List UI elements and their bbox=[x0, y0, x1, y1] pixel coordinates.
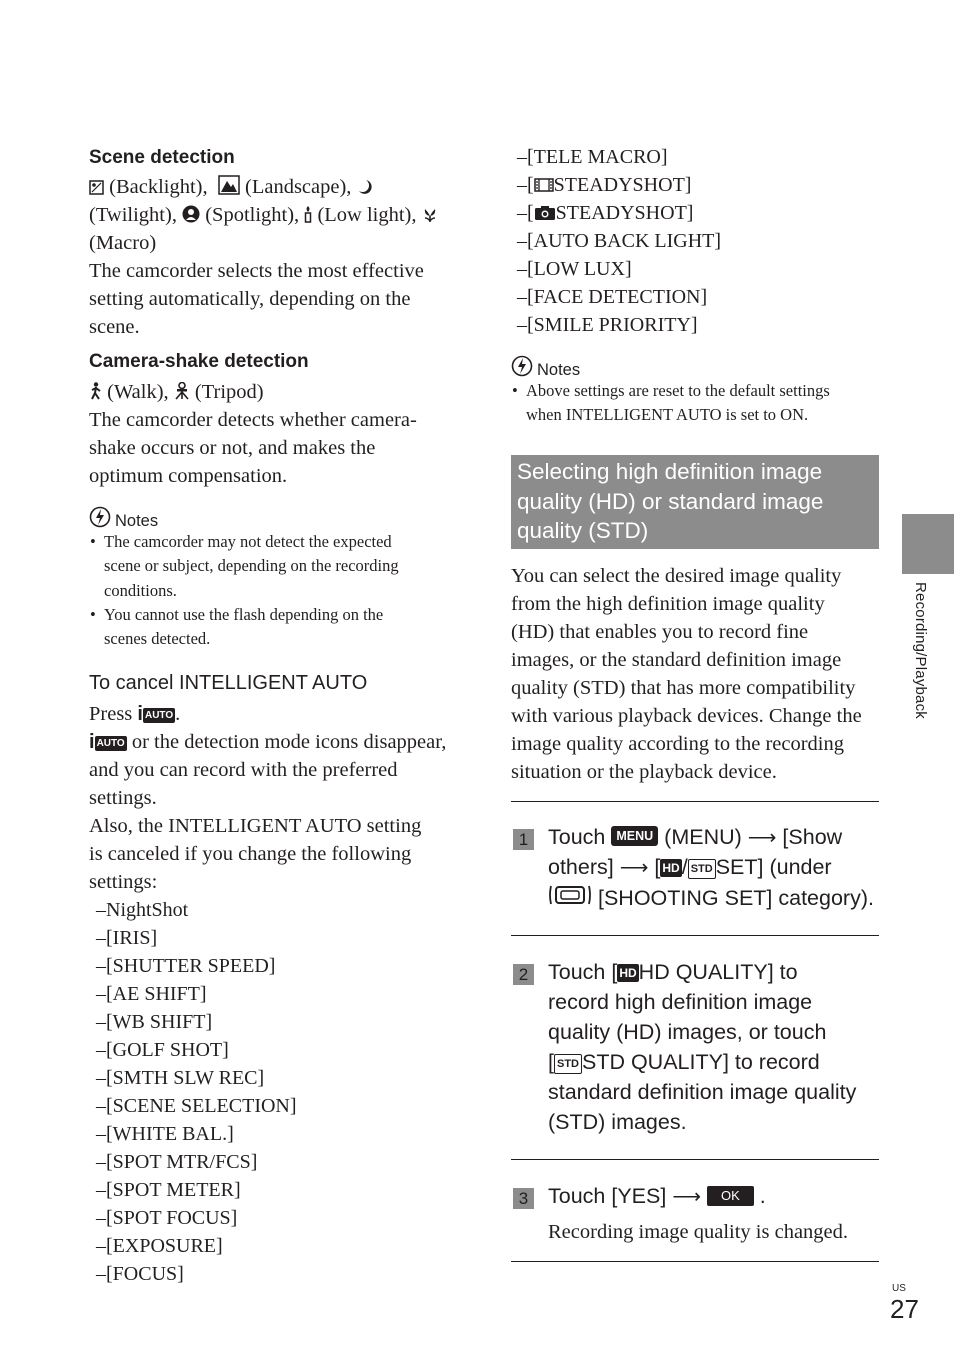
note-1-line-2: scene or subject, depending on the recording bbox=[104, 556, 399, 575]
setting-item: –[SPOT METER] bbox=[96, 1179, 241, 1201]
low-light-label: (Low light), bbox=[317, 204, 417, 226]
scene-detection-heading: Scene detection bbox=[89, 147, 235, 168]
step-1-line-3: [SHOOTING SET] category). bbox=[548, 882, 874, 913]
setting-item: –[SCENE SELECTION] bbox=[96, 1095, 297, 1117]
setting-item: –[GOLF SHOT] bbox=[96, 1039, 229, 1061]
setting-item: –[AE SHIFT] bbox=[96, 983, 207, 1005]
auto-icon-text: AUTO bbox=[144, 710, 174, 721]
notes-label-right: Notes bbox=[537, 361, 581, 379]
macro-icon bbox=[422, 207, 438, 223]
cancel-line-1 bbox=[89, 728, 446, 756]
divider bbox=[511, 935, 879, 936]
note-right-line-2: when INTELLIGENT AUTO is set to ON. bbox=[526, 405, 809, 424]
setting-item: –[SMTH SLW REC] bbox=[96, 1067, 265, 1089]
camera-shake-heading: Camera-shake detection bbox=[89, 351, 309, 372]
shake-desc-3: optimum compensation. bbox=[89, 465, 288, 487]
intro-5: quality (STD) that has more compatibility bbox=[511, 677, 856, 699]
intelligent-auto-icon-2: i AUTO bbox=[89, 731, 125, 753]
std-icon: STD bbox=[688, 859, 716, 879]
cancel-desc-3: Also, the INTELLIGENT AUTO setting bbox=[89, 815, 422, 837]
divider bbox=[511, 801, 879, 802]
landscape-label: (Landscape), bbox=[245, 176, 352, 198]
setting-item: –[WHITE BAL.] bbox=[96, 1123, 234, 1145]
setting-item: –[SPOT FOCUS] bbox=[96, 1207, 238, 1229]
notes-icon bbox=[511, 355, 533, 377]
twilight-icon bbox=[357, 179, 373, 195]
bullet-right: • bbox=[512, 381, 518, 400]
walk-icon bbox=[89, 382, 102, 400]
setting-item: –NightShot bbox=[96, 899, 189, 921]
twilight-label: (Twilight), bbox=[89, 204, 177, 226]
setting-item: –[SMILE PRIORITY] bbox=[517, 314, 698, 336]
step-2-line-1: Touch [ HDHD QUALITY] to bbox=[548, 960, 798, 984]
bullet-1: • bbox=[90, 532, 96, 551]
step-2-line-2: record high definition image bbox=[548, 990, 813, 1014]
hd-icon: HD bbox=[662, 861, 680, 875]
scene-desc-3: scene. bbox=[89, 316, 140, 338]
setting-item-steadyshot-movie: –[ STEADYSHOT] bbox=[517, 174, 692, 196]
shake-icons-line bbox=[89, 378, 264, 406]
press-end: . bbox=[175, 703, 181, 725]
spotlight-label: (Spotlight), bbox=[205, 204, 300, 226]
setting-item: –[WB SHIFT] bbox=[96, 1011, 213, 1033]
note-2-line-2: scenes detected. bbox=[104, 629, 211, 648]
step-2-line-5: standard definition image quality bbox=[548, 1080, 857, 1104]
note-right-line-1: Above settings are reset to the default settings bbox=[526, 381, 830, 400]
intro-6: with various playback devices. Change the bbox=[511, 705, 862, 727]
ok-button[interactable]: OK bbox=[707, 1186, 754, 1206]
cancel-desc-5: settings: bbox=[89, 871, 158, 893]
intro-4: images, or the standard definition image bbox=[511, 649, 842, 671]
setting-item-steadyshot-photo: –[ STEADYSHOT] bbox=[517, 202, 694, 224]
step-1-line-2: others] ⟶ [ HD/ STD SET] (under bbox=[548, 855, 832, 879]
setting-item: –[FACE DETECTION] bbox=[517, 286, 708, 308]
divider bbox=[511, 1159, 879, 1160]
step-2-number: 2 bbox=[513, 964, 534, 985]
landscape-icon bbox=[218, 175, 240, 195]
notes-icon bbox=[89, 506, 111, 528]
intro-8: situation or the playback device. bbox=[511, 761, 777, 783]
section-title-bar bbox=[511, 455, 879, 549]
scene-desc-1: The camcorder selects the most effective bbox=[89, 260, 424, 282]
setting-item: –[TELE MACRO] bbox=[517, 146, 668, 168]
backlight-label: (Backlight), bbox=[109, 176, 208, 198]
bullet-2: • bbox=[90, 605, 96, 624]
step-1-line-1: Touch MENU (MENU) ⟶ [Show bbox=[548, 825, 843, 849]
menu-button[interactable]: MENU bbox=[611, 826, 658, 846]
step-2-line-4: [ STD STD QUALITY] to record bbox=[548, 1050, 820, 1074]
setting-item: –[SPOT MTR/FCS] bbox=[96, 1151, 258, 1173]
setting-item: –[AUTO BACK LIGHT] bbox=[517, 230, 722, 252]
camera-icon bbox=[534, 205, 556, 221]
scene-icons-line-1 bbox=[89, 173, 469, 201]
note-1-line-3: conditions. bbox=[104, 581, 177, 600]
tripod-label: (Tripod) bbox=[194, 381, 264, 403]
movie-icon bbox=[534, 177, 554, 193]
setting-item: –[FOCUS] bbox=[96, 1263, 184, 1285]
note-1-line-1: The camcorder may not detect the expected bbox=[104, 532, 392, 551]
intro-1: You can select the desired image quality bbox=[511, 565, 842, 587]
auto-icon-text-2: AUTO bbox=[96, 738, 125, 749]
intro-3: (HD) that enables you to record fine bbox=[511, 621, 809, 643]
section-title: Selecting high definition image quality (HD) or standard image quality (STD) bbox=[517, 459, 824, 543]
setting-item: –[IRIS] bbox=[96, 927, 158, 949]
arrow-icon: ⟶ bbox=[672, 1186, 701, 1208]
side-tab bbox=[902, 514, 954, 574]
intelligent-auto-icon: i AUTO bbox=[137, 703, 174, 725]
cancel-desc-1: and you can record with the preferred bbox=[89, 759, 398, 781]
macro-line: (Macro) bbox=[89, 232, 157, 254]
setting-item: –[EXPOSURE] bbox=[96, 1235, 223, 1257]
spotlight-icon bbox=[182, 205, 200, 223]
page-number: 27 bbox=[890, 1294, 919, 1324]
notes-label-left: Notes bbox=[115, 512, 159, 530]
step-3-line-1: Touch [YES] ⟶ OK . bbox=[548, 1184, 766, 1208]
intro-7: image quality according to the recording bbox=[511, 733, 845, 755]
step-1-number: 1 bbox=[513, 829, 534, 850]
region-code: US bbox=[892, 1283, 906, 1294]
shake-desc-1: The camcorder detects whether camera- bbox=[89, 409, 417, 431]
hd-icon: HD bbox=[619, 966, 637, 980]
notes-header-right bbox=[511, 355, 580, 380]
low-light-icon bbox=[304, 205, 312, 223]
shake-desc-2: shake occurs or not, and makes the bbox=[89, 437, 376, 459]
cancel-line-1-text: or the detection mode icons disappear, bbox=[131, 731, 447, 753]
step-2-line-6: (STD) images. bbox=[548, 1110, 687, 1134]
arrow-icon: ⟶ bbox=[619, 857, 649, 879]
arrow-icon: ⟶ bbox=[747, 827, 777, 849]
press-label: Press bbox=[89, 703, 133, 725]
step-3-number: 3 bbox=[513, 1188, 534, 1209]
walk-label: (Walk), bbox=[107, 381, 169, 403]
step-3-result: Recording image quality is changed. bbox=[548, 1221, 849, 1243]
cancel-desc-4: is canceled if you change the following bbox=[89, 843, 412, 865]
note-2-line-1: You cannot use the flash depending on the bbox=[104, 605, 384, 624]
cancel-desc-2: settings. bbox=[89, 787, 157, 809]
camcorder-category-icon bbox=[548, 882, 592, 908]
std-icon: STD bbox=[554, 1054, 582, 1074]
press-line bbox=[89, 700, 180, 728]
setting-item: –[SHUTTER SPEED] bbox=[96, 955, 276, 977]
divider bbox=[511, 1261, 879, 1262]
side-tab-label: Recording/Playback bbox=[912, 582, 929, 720]
intro-2: from the high definition image quality bbox=[511, 593, 825, 615]
cancel-heading: To cancel INTELLIGENT AUTO bbox=[89, 672, 368, 694]
setting-item: –[LOW LUX] bbox=[517, 258, 632, 280]
backlight-icon bbox=[89, 180, 104, 195]
scene-icons-line-2 bbox=[89, 201, 469, 229]
scene-desc-2: setting automatically, depending on the bbox=[89, 288, 411, 310]
step-2-line-3: quality (HD) images, or touch bbox=[548, 1020, 827, 1044]
tripod-icon bbox=[174, 382, 190, 400]
notes-header-left bbox=[89, 506, 158, 531]
